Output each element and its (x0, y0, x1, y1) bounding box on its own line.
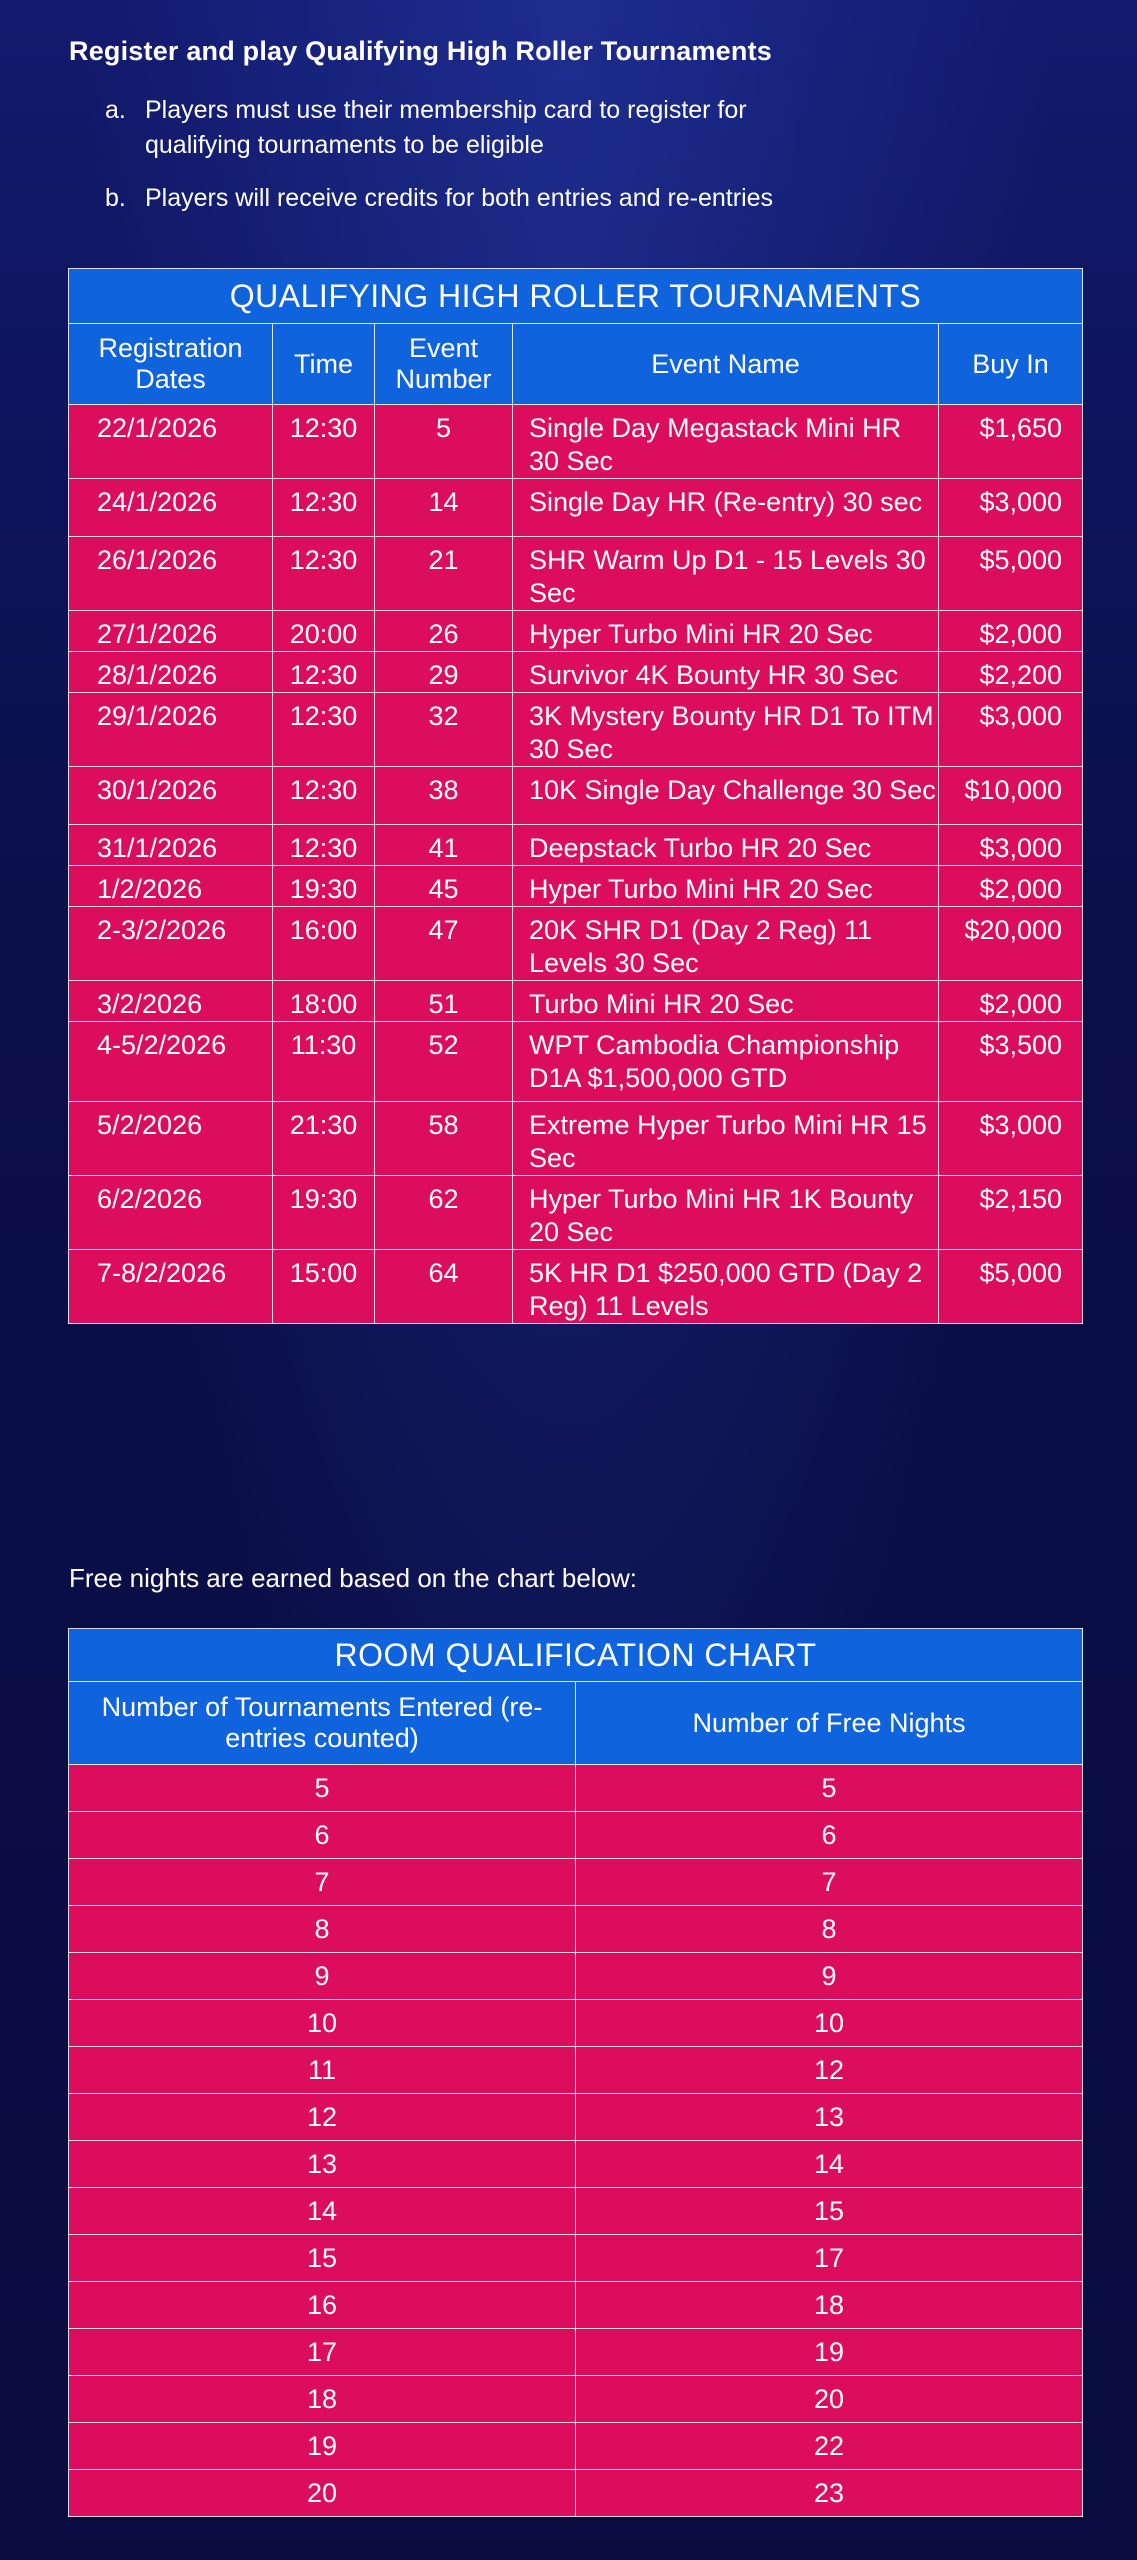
table-row (69, 981, 1083, 1022)
table-row (69, 1906, 1083, 1953)
free-nights-cell: 14 (576, 2141, 1083, 2188)
table-row (69, 1250, 1083, 1324)
table-row (69, 405, 1083, 479)
event-number-cell: 45 (375, 866, 513, 907)
table-row (69, 2423, 1083, 2470)
table-row (69, 907, 1083, 981)
event-name-cell: Survivor 4K Bounty HR 30 Sec (513, 652, 939, 693)
table-row (69, 1176, 1083, 1250)
rule-item (105, 93, 1069, 163)
time-cell: 12:30 (273, 405, 375, 479)
registration-date-cell: 29/1/2026 (69, 693, 273, 767)
time-cell: 12:30 (273, 693, 375, 767)
free-nights-cell: 6 (576, 1812, 1083, 1859)
header-buy-in: Buy In (939, 324, 1083, 405)
tournaments-entered-cell: 5 (69, 1765, 576, 1812)
tournaments-entered-cell: 7 (69, 1859, 576, 1906)
event-name-cell: Hyper Turbo Mini HR 1K Bounty 20 Sec (513, 1176, 939, 1250)
buy-in-cell: $5,000 (939, 1250, 1083, 1324)
buy-in-cell: $10,000 (939, 767, 1083, 825)
buy-in-cell: $2,150 (939, 1176, 1083, 1250)
event-number-cell: 38 (375, 767, 513, 825)
buy-in-cell: $3,500 (939, 1022, 1083, 1102)
table-row (69, 2282, 1083, 2329)
table-row (69, 2000, 1083, 2047)
tournaments-entered-cell: 18 (69, 2376, 576, 2423)
rules-list (69, 93, 1069, 216)
header-event-name: Event Name (513, 324, 939, 405)
registration-date-cell: 4-5/2/2026 (69, 1022, 273, 1102)
event-name-cell: Hyper Turbo Mini HR 20 Sec (513, 866, 939, 907)
buy-in-cell: $2,000 (939, 866, 1083, 907)
tournaments-entered-cell: 12 (69, 2094, 576, 2141)
table-row (69, 2235, 1083, 2282)
tournaments-entered-cell: 9 (69, 1953, 576, 2000)
time-cell: 12:30 (273, 825, 375, 866)
tournaments-title: QUALIFYING HIGH ROLLER TOURNAMENTS (69, 269, 1083, 324)
event-number-cell: 21 (375, 537, 513, 611)
registration-date-cell: 5/2/2026 (69, 1102, 273, 1176)
table-row (69, 693, 1083, 767)
header-time: Time (273, 324, 375, 405)
event-name-cell: 20K SHR D1 (Day 2 Reg) 11 Levels 30 Sec (513, 907, 939, 981)
table-row (69, 1022, 1083, 1102)
time-cell: 12:30 (273, 767, 375, 825)
table-row (69, 866, 1083, 907)
event-name-cell: WPT Cambodia Championship D1A $1,500,000 GTD (513, 1022, 939, 1102)
tournaments-table (68, 268, 1083, 1324)
event-name-cell: Hyper Turbo Mini HR 20 Sec (513, 611, 939, 652)
tournaments-entered-cell: 8 (69, 1906, 576, 1953)
buy-in-cell: $5,000 (939, 537, 1083, 611)
free-nights-cell: 23 (576, 2470, 1083, 2517)
time-cell: 12:30 (273, 652, 375, 693)
buy-in-cell: $2,000 (939, 611, 1083, 652)
event-number-cell: 62 (375, 1176, 513, 1250)
table-row (69, 479, 1083, 537)
table-row (69, 2047, 1083, 2094)
table-row (69, 767, 1083, 825)
event-name-cell: Turbo Mini HR 20 Sec (513, 981, 939, 1022)
event-number-cell: 52 (375, 1022, 513, 1102)
tournaments-entered-cell: 16 (69, 2282, 576, 2329)
time-cell: 12:30 (273, 537, 375, 611)
registration-date-cell: 24/1/2026 (69, 479, 273, 537)
registration-date-cell: 6/2/2026 (69, 1176, 273, 1250)
free-nights-cell: 17 (576, 2235, 1083, 2282)
registration-date-cell: 28/1/2026 (69, 652, 273, 693)
table-row (69, 537, 1083, 611)
registration-date-cell: 2-3/2/2026 (69, 907, 273, 981)
event-number-cell: 47 (375, 907, 513, 981)
tournaments-body (69, 405, 1083, 1324)
registration-date-cell: 1/2/2026 (69, 866, 273, 907)
tournaments-entered-cell: 6 (69, 1812, 576, 1859)
buy-in-cell: $1,650 (939, 405, 1083, 479)
table-row (69, 1765, 1083, 1812)
event-number-cell: 41 (375, 825, 513, 866)
buy-in-cell: $20,000 (939, 907, 1083, 981)
time-cell: 21:30 (273, 1102, 375, 1176)
room-chart-body (69, 1765, 1083, 2517)
tournaments-entered-cell: 15 (69, 2235, 576, 2282)
time-cell: 19:30 (273, 1176, 375, 1250)
table-row (69, 1953, 1083, 2000)
buy-in-cell: $3,000 (939, 1102, 1083, 1176)
event-name-cell: SHR Warm Up D1 - 15 Levels 30 Sec (513, 537, 939, 611)
event-number-cell: 51 (375, 981, 513, 1022)
table-row (69, 611, 1083, 652)
time-cell: 20:00 (273, 611, 375, 652)
registration-date-cell: 27/1/2026 (69, 611, 273, 652)
buy-in-cell: $2,000 (939, 981, 1083, 1022)
header-free-nights: Number of Free Nights (576, 1682, 1083, 1765)
room-chart-title: ROOM QUALIFICATION CHART (69, 1629, 1083, 1682)
time-cell: 12:30 (273, 479, 375, 537)
time-cell: 15:00 (273, 1250, 375, 1324)
event-number-cell: 58 (375, 1102, 513, 1176)
table-row (69, 2188, 1083, 2235)
tournaments-entered-cell: 19 (69, 2423, 576, 2470)
registration-date-cell: 26/1/2026 (69, 537, 273, 611)
free-nights-cell: 20 (576, 2376, 1083, 2423)
rule-text: Players must use their membership card to register for qualifying tournaments to be eligible (145, 96, 747, 159)
registration-date-cell: 30/1/2026 (69, 767, 273, 825)
room-qualification-table (68, 1628, 1083, 2517)
registration-date-cell: 3/2/2026 (69, 981, 273, 1022)
tournaments-entered-cell: 20 (69, 2470, 576, 2517)
event-number-cell: 5 (375, 405, 513, 479)
buy-in-cell: $2,200 (939, 652, 1083, 693)
event-number-cell: 26 (375, 611, 513, 652)
table-row (69, 1102, 1083, 1176)
event-number-cell: 64 (375, 1250, 513, 1324)
event-name-cell: 3K Mystery Bounty HR D1 To ITM 30 Sec (513, 693, 939, 767)
table-row (69, 2470, 1083, 2517)
table-row (69, 2141, 1083, 2188)
table-row (69, 652, 1083, 693)
registration-date-cell: 22/1/2026 (69, 405, 273, 479)
rule-marker: b. (105, 184, 126, 212)
free-nights-cell: 7 (576, 1859, 1083, 1906)
free-nights-cell: 12 (576, 2047, 1083, 2094)
event-name-cell: Single Day Megastack Mini HR 30 Sec (513, 405, 939, 479)
table-row (69, 2329, 1083, 2376)
event-number-cell: 32 (375, 693, 513, 767)
tournaments-entered-cell: 11 (69, 2047, 576, 2094)
rule-item (105, 181, 1069, 216)
rule-marker: a. (105, 96, 126, 124)
tournaments-entered-cell: 13 (69, 2141, 576, 2188)
buy-in-cell: $3,000 (939, 479, 1083, 537)
time-cell: 18:00 (273, 981, 375, 1022)
free-nights-cell: 5 (576, 1765, 1083, 1812)
event-name-cell: Extreme Hyper Turbo Mini HR 15 Sec (513, 1102, 939, 1176)
tournaments-entered-cell: 10 (69, 2000, 576, 2047)
buy-in-cell: $3,000 (939, 825, 1083, 866)
event-name-cell: 10K Single Day Challenge 30 Sec (513, 767, 939, 825)
buy-in-cell: $3,000 (939, 693, 1083, 767)
tournaments-entered-cell: 17 (69, 2329, 576, 2376)
free-nights-cell: 19 (576, 2329, 1083, 2376)
free-nights-cell: 18 (576, 2282, 1083, 2329)
intro-heading: Register and play Qualifying High Roller Tournaments (69, 36, 772, 66)
table-row (69, 2094, 1083, 2141)
free-nights-note: Free nights are earned based on the chart below: (69, 1563, 638, 1593)
header-tournaments-entered: Number of Tournaments Entered (re-entries counted) (69, 1682, 576, 1765)
header-registration-dates: Registration Dates (69, 324, 273, 405)
event-name-cell: Single Day HR (Re-entry) 30 sec (513, 479, 939, 537)
time-cell: 16:00 (273, 907, 375, 981)
time-cell: 11:30 (273, 1022, 375, 1102)
free-nights-cell: 15 (576, 2188, 1083, 2235)
free-nights-cell: 9 (576, 1953, 1083, 2000)
table-row (69, 2376, 1083, 2423)
rule-text: Players will receive credits for both entries and re-entries (145, 184, 774, 212)
registration-date-cell: 7-8/2/2026 (69, 1250, 273, 1324)
free-nights-cell: 8 (576, 1906, 1083, 1953)
time-cell: 19:30 (273, 866, 375, 907)
event-name-cell: Deepstack Turbo HR 20 Sec (513, 825, 939, 866)
free-nights-cell: 22 (576, 2423, 1083, 2470)
free-nights-cell: 10 (576, 2000, 1083, 2047)
event-name-cell: 5K HR D1 $250,000 GTD (Day 2 Reg) 11 Levels (513, 1250, 939, 1324)
intro-section (69, 36, 1069, 234)
registration-date-cell: 31/1/2026 (69, 825, 273, 866)
header-event-number: Event Number (375, 324, 513, 405)
event-number-cell: 29 (375, 652, 513, 693)
event-number-cell: 14 (375, 479, 513, 537)
table-row (69, 1812, 1083, 1859)
free-nights-cell: 13 (576, 2094, 1083, 2141)
table-row (69, 1859, 1083, 1906)
tournaments-entered-cell: 14 (69, 2188, 576, 2235)
table-row (69, 825, 1083, 866)
